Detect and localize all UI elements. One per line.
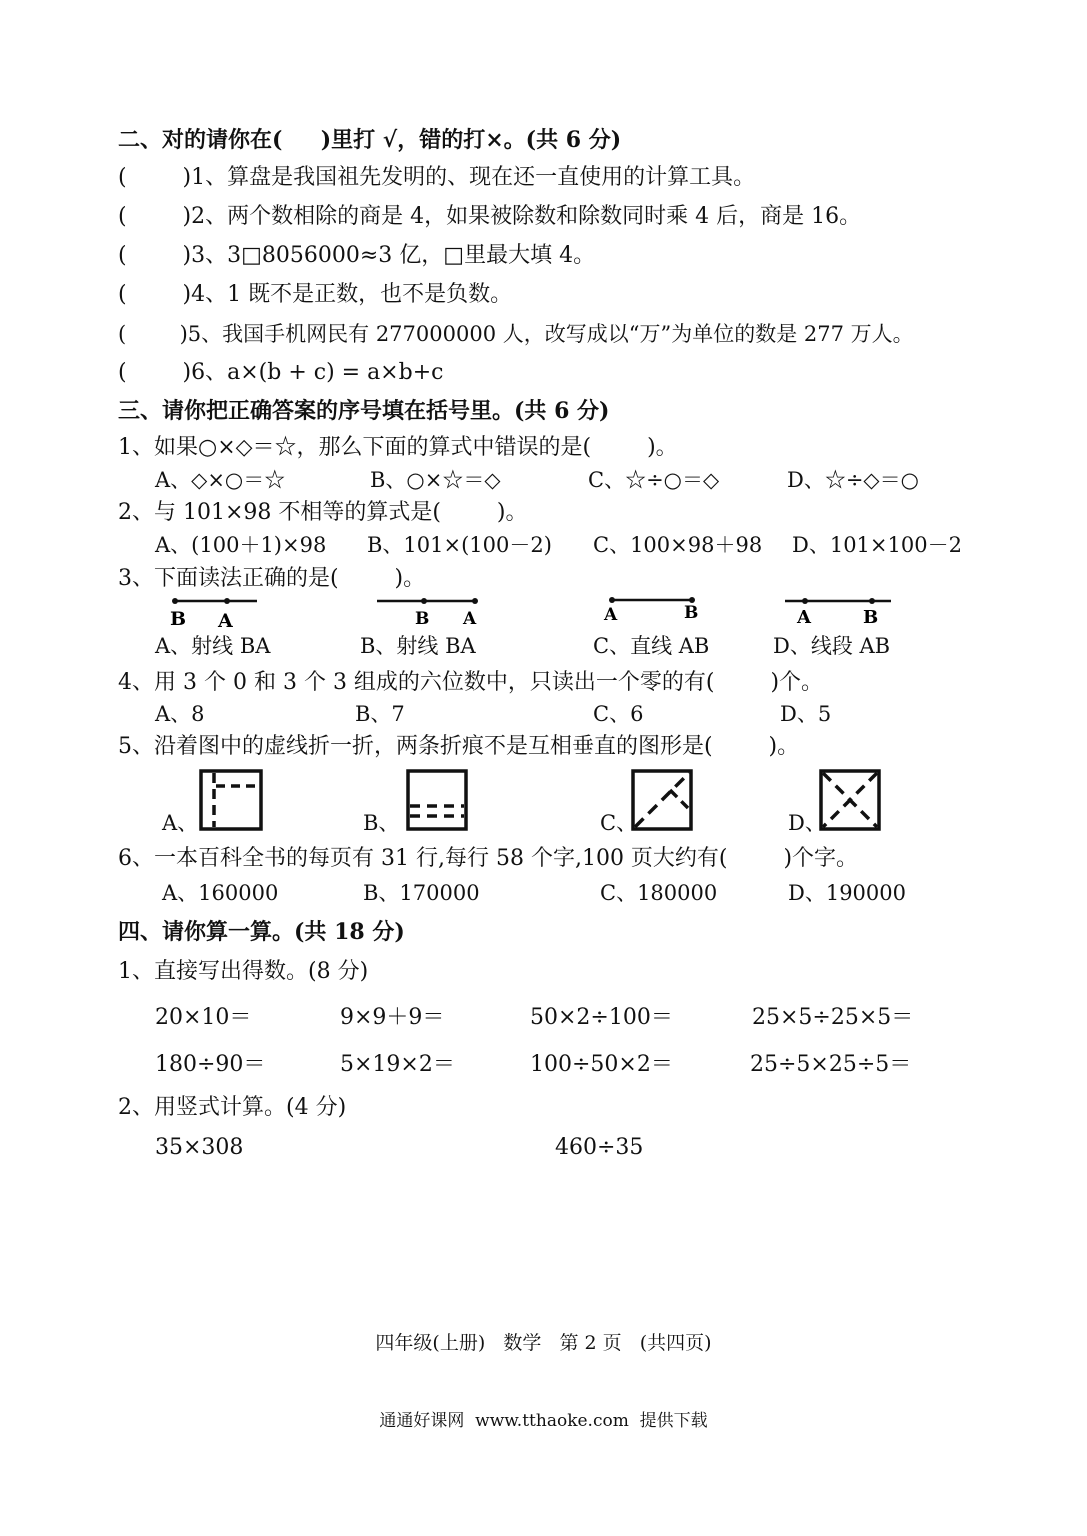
oral-calc-item: 180÷90＝ bbox=[155, 1052, 266, 1077]
oral-calc-item: 5×19×2＝ bbox=[340, 1052, 455, 1077]
q4-option-a: A、8 bbox=[155, 702, 205, 726]
q4-option-b: B、7 bbox=[355, 702, 405, 726]
q1-option-c: C、☆÷○＝◇ bbox=[588, 468, 720, 492]
q2-option-c: C、100×98＋98 bbox=[593, 533, 763, 557]
true-false-item-3: ( )3、3□8056000≈3 亿，□里最大填 4。 bbox=[118, 243, 596, 268]
fold-square-c bbox=[630, 768, 694, 832]
source-credit: 通通好课网 www.tthaoke.com 提供下载 bbox=[379, 1411, 708, 1431]
q6-stem: 6、一本百科全书的每页有 31 行,每行 58 个字,100 页大约有( )个字。 bbox=[118, 846, 859, 871]
q4-option-c: C、6 bbox=[593, 702, 644, 726]
q2-option-b: B、101×(100－2) bbox=[367, 533, 552, 557]
q6-option-a: A、160000 bbox=[162, 881, 279, 905]
segment-figure-d bbox=[783, 592, 898, 626]
q3-option-a: A、射线 BA bbox=[155, 634, 271, 658]
oral-calc-item: 50×2÷100＝ bbox=[530, 1005, 673, 1030]
q5-option-c: C、 bbox=[600, 811, 638, 835]
point-label: B bbox=[684, 603, 699, 622]
oral-calc-subheading: 1、直接写出得数。(8 分) bbox=[118, 959, 369, 984]
q3-option-b: B、射线 BA bbox=[360, 634, 476, 658]
point-label: A bbox=[604, 605, 618, 622]
true-false-item-5: ( )5、我国手机网民有 277000000 人，改写成以“万”为单位的数是 277 万人。 bbox=[118, 322, 914, 346]
true-false-item-1: ( )1、算盘是我国祖先发明的、现在还一直使用的计算工具。 bbox=[118, 165, 756, 190]
q1-option-b: B、○×☆＝◇ bbox=[370, 468, 501, 492]
oral-calc-item: 20×10＝ bbox=[155, 1005, 252, 1030]
point-label: A bbox=[797, 607, 811, 626]
q3-option-d: D、线段 AB bbox=[773, 634, 891, 658]
q4-option-d: D、5 bbox=[780, 702, 832, 726]
true-false-item-4: ( )4、1 既不是正数，也不是负数。 bbox=[118, 282, 513, 307]
ray-figure-b bbox=[375, 593, 490, 629]
vertical-calc-item: 460÷35 bbox=[555, 1135, 644, 1160]
q5-option-d: D、 bbox=[788, 811, 826, 835]
oral-calc-item: 100÷50×2＝ bbox=[530, 1052, 673, 1077]
true-false-item-2: ( )2、两个数相除的商是 4，如果被除数和除数同时乘 4 后，商是 16。 bbox=[118, 204, 862, 229]
q6-option-d: D、190000 bbox=[788, 881, 907, 905]
section-2-heading: 二、对的请你在( )里打 √，错的打×。(共 6 分) bbox=[118, 127, 622, 153]
page-footer-info: 四年级(上册) 数学 第 2 页 (共四页) bbox=[375, 1332, 712, 1354]
q5-stem: 5、沿着图中的虚线折一折，两条折痕不是互相垂直的图形是( )。 bbox=[118, 734, 800, 759]
q2-option-d: D、101×100－2 bbox=[792, 533, 962, 557]
point-label: B bbox=[170, 608, 187, 629]
vertical-calc-item: 35×308 bbox=[155, 1135, 244, 1160]
section-3-heading: 三、请你把正确答案的序号填在括号里。(共 6 分) bbox=[118, 398, 610, 424]
q2-option-a: A、(100＋1)×98 bbox=[155, 533, 327, 557]
q1-option-a: A、◇×○＝☆ bbox=[155, 468, 286, 492]
point-label: A bbox=[463, 609, 477, 629]
ray-figure-a bbox=[165, 593, 265, 629]
point-label: B bbox=[863, 607, 879, 626]
q5-option-a: A、 bbox=[162, 811, 199, 835]
q6-option-b: B、170000 bbox=[363, 881, 480, 905]
q6-option-c: C、180000 bbox=[600, 881, 718, 905]
true-false-item-6: ( )6、a×(b + c) = a×b+c bbox=[118, 360, 444, 385]
q5-option-b: B、 bbox=[363, 811, 400, 835]
point-label: A bbox=[218, 610, 233, 629]
q3-option-c: C、直线 AB bbox=[593, 634, 710, 658]
oral-calc-item: 25÷5×25÷5＝ bbox=[750, 1052, 912, 1077]
fold-square-b bbox=[405, 768, 469, 832]
section-4-heading: 四、请你算一算。(共 18 分) bbox=[118, 919, 405, 945]
q2-stem: 2、与 101×98 不相等的算式是( )。 bbox=[118, 500, 528, 525]
oral-calc-item: 9×9＋9＝ bbox=[340, 1005, 445, 1030]
line-figure-c bbox=[600, 590, 710, 622]
oral-calc-item: 25×5÷25×5＝ bbox=[752, 1005, 914, 1030]
q3-stem: 3、下面读法正确的是( )。 bbox=[118, 566, 426, 591]
vertical-calc-subheading: 2、用竖式计算。(4 分) bbox=[118, 1095, 347, 1120]
q1-option-d: D、☆÷◇＝○ bbox=[787, 468, 919, 492]
point-label: B bbox=[415, 609, 430, 629]
q1-stem: 1、如果○×◇＝☆，那么下面的算式中错误的是( )。 bbox=[118, 435, 678, 460]
fold-square-d bbox=[818, 768, 882, 832]
q4-stem: 4、用 3 个 0 和 3 个 3 组成的六位数中，只读出一个零的有( )个。 bbox=[118, 670, 824, 695]
fold-square-a bbox=[198, 768, 264, 832]
